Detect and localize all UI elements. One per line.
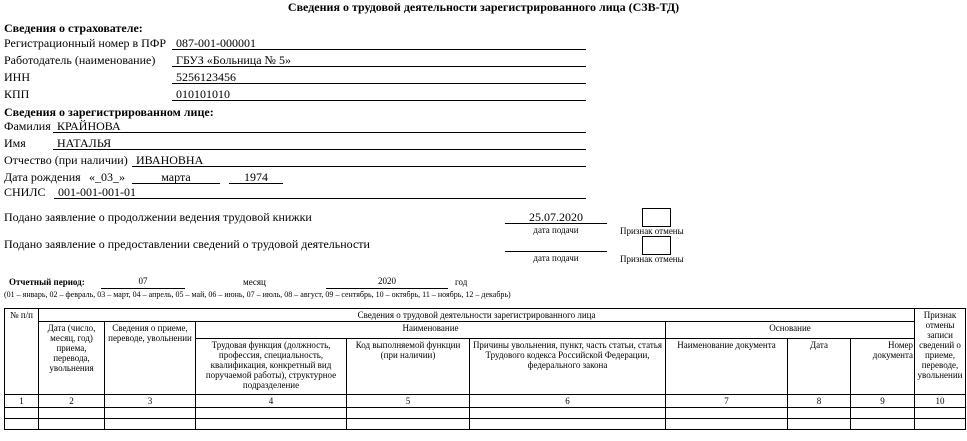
main-group-header: Сведения о трудовой деятельности зарегистрированного лица — [39, 309, 915, 322]
period-label: Отчетный период: — [9, 277, 85, 287]
period-year-label: год — [455, 277, 468, 287]
snils-value: 001-001-001-01 — [58, 185, 136, 199]
surname-value: КРАЙНОВА — [57, 119, 121, 133]
col-info-header: Сведения о приеме, переводе, увольнении — [105, 322, 196, 395]
workbook-date-caption: дата подачи — [533, 225, 579, 235]
birth-year-value: 1974 — [244, 170, 268, 184]
pfr-number-underline — [172, 49, 586, 50]
workbook-application-label: Подано заявление о продолжении ведения трудовой книжки — [4, 210, 312, 224]
inn-value: 5256123456 — [176, 70, 236, 84]
snils-underline — [54, 198, 586, 199]
workbook-cancel-caption: Признак отмены — [620, 226, 684, 236]
col-index-10: 10 — [915, 395, 966, 408]
person-heading: Сведения о зарегистрированном лице: — [4, 105, 214, 119]
name-value: НАТАЛЬЯ — [57, 136, 112, 150]
col-index-8: 8 — [788, 395, 851, 408]
info-date-underline — [505, 251, 607, 252]
period-year-underline — [326, 288, 448, 289]
birth-year-underline — [229, 183, 283, 184]
info-cancel-caption: Признак отмены — [620, 254, 684, 264]
birth-month-value: марта — [161, 170, 191, 184]
col-index-6: 6 — [470, 395, 666, 408]
period-month-value: 07 — [138, 276, 148, 286]
period-month-label: месяц — [243, 277, 266, 287]
col-cancel-header: Признак отмены записи сведений о приеме, переводе, увольнении — [915, 309, 966, 395]
col-number-header: № п/п — [5, 309, 39, 395]
kpp-value: 010101010 — [176, 87, 230, 101]
birth-month-underline — [132, 183, 220, 184]
col-date-header: Дата (число, месяц, год) приема, перевода, увольнения — [39, 322, 105, 395]
col-index-9: 9 — [851, 395, 915, 408]
employer-value: ГБУЗ «Больница № 5» — [176, 53, 291, 67]
workbook-application-date: 25.07.2020 — [529, 210, 583, 224]
workbook-cancel-checkbox[interactable] — [642, 208, 671, 227]
col-function-header: Трудовая функция (должность, профессия, специальность, квалификация, конкретный вид поручаемой работы), структурное подразделение — [196, 339, 347, 395]
inn-underline — [172, 83, 586, 84]
snils-label: СНИЛС — [4, 185, 46, 199]
period-month-underline — [101, 288, 185, 289]
name-label: Имя — [4, 136, 26, 150]
col-doc-date-header: Дата — [788, 339, 851, 395]
form-title: Сведения о трудовой деятельности зарегистрированного лица (СЗВ-ТД) — [287, 0, 680, 14]
col-doc-number-header: Номер документа — [851, 339, 915, 395]
patronymic-value: ИВАНОВНА — [136, 153, 204, 167]
labor-activity-table — [4, 308, 966, 430]
info-date-caption: дата подачи — [533, 253, 579, 263]
table-row — [5, 408, 966, 419]
col-index-5: 5 — [347, 395, 470, 408]
col-doc-name-header: Наименование документа — [666, 339, 788, 395]
info-cancel-checkbox[interactable] — [642, 236, 671, 255]
kpp-label: КПП — [4, 87, 30, 101]
col-index-3: 3 — [105, 395, 196, 408]
period-year-value: 2020 — [378, 276, 396, 286]
info-application-label: Подано заявление о предоставлении сведений о трудовой деятельности — [4, 237, 370, 251]
name-group-header: Наименование — [196, 322, 666, 339]
inn-label: ИНН — [4, 70, 30, 84]
col-index-7: 7 — [666, 395, 788, 408]
employer-label: Работодатель (наименование) — [4, 53, 156, 67]
patronymic-label: Отчество (при наличии) — [4, 153, 128, 167]
patronymic-underline — [132, 166, 586, 167]
col-code-header: Код выполняемой функции (при наличии) — [347, 339, 470, 395]
surname-label: Фамилия — [4, 119, 51, 133]
col-reason-header: Причины увольнения, пункт, часть статьи, статья Трудового кодекса Российской Федерации, федерального закона — [470, 339, 666, 395]
table-row — [5, 419, 966, 430]
kpp-underline — [172, 100, 586, 101]
basis-group-header: Основание — [666, 322, 915, 339]
surname-underline — [53, 132, 586, 133]
pfr-number-value: 087-001-000001 — [176, 36, 256, 50]
insurer-heading: Сведения о страхователе: — [4, 21, 143, 35]
name-underline — [53, 149, 586, 150]
period-months-hint: (01 – январь, 02 – февраль, 03 – март, 04 – апрель, 05 – май, 06 – июнь, 07 – июль, 08 – август, 09 – сентябрь, 10 – октябрь, 11 – ноябрь, 12 – декабрь) — [4, 290, 511, 299]
birth-date-label: Дата рождения — [4, 170, 81, 184]
pfr-number-label: Регистрационный номер в ПФР — [4, 36, 166, 50]
col-index-4: 4 — [196, 395, 347, 408]
col-index-1: 1 — [5, 395, 39, 408]
birth-day-value: «_03_» — [89, 170, 125, 184]
col-index-2: 2 — [39, 395, 105, 408]
employer-underline — [172, 66, 586, 67]
workbook-date-underline — [505, 223, 607, 224]
